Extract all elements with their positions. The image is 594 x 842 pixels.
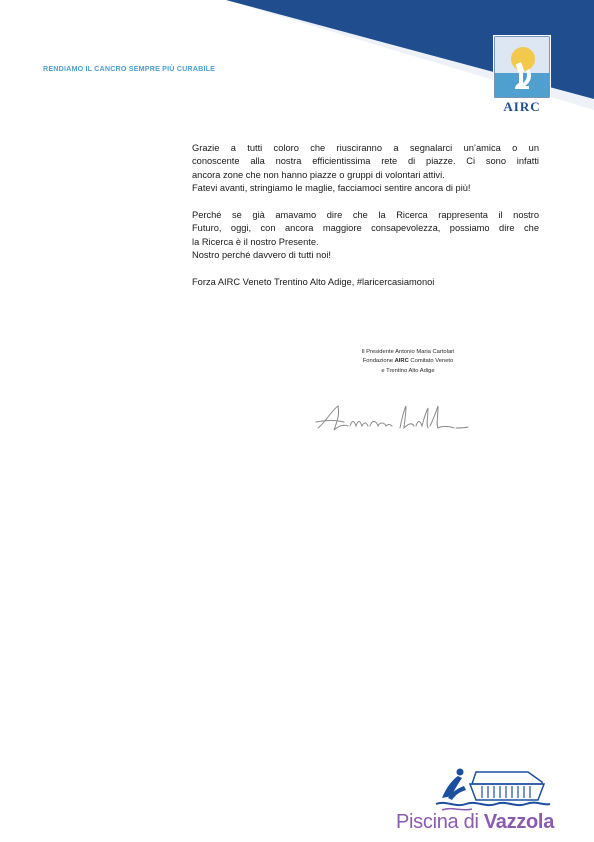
signer-org-airc: AIRC xyxy=(394,358,409,365)
paragraph-1 xyxy=(192,142,539,196)
paragraph-2-line-2: Futuro, oggi, con ancora maggiore consapevolezza, possiamo dire che xyxy=(192,223,539,234)
paragraph-1-line-1: Grazie a tutti coloro che riusciranno a segnalarci un’amica o un xyxy=(192,143,539,153)
swimmer-boat-icon xyxy=(392,766,587,816)
signer-organization xyxy=(318,357,498,366)
paragraph-1-line-3: ancora zone che non hanno piazze o gruppi di volontari attivi. xyxy=(192,169,445,180)
paragraph-2 xyxy=(192,209,539,263)
pool-name-part2: Vazzola xyxy=(483,811,555,833)
paragraph-1-line-4: Fatevi avanti, stringiamo le maglie, facciamoci sentire ancora di più! xyxy=(192,183,471,194)
letter-body xyxy=(192,142,539,289)
paragraph-2-line-1: Perché se già amavamo dire che la Ricerca rappresenta il nostro xyxy=(192,210,539,221)
paragraph-3 xyxy=(192,276,539,289)
signer-org-suffix: Comitato Veneto xyxy=(408,358,454,365)
paragraph-2-line-4: Nostro perché davvero di tutti noi! xyxy=(192,250,332,261)
piscina-vazzola-wordmark xyxy=(396,811,554,834)
paragraph-2-line-3: la Ricerca è il nostro Presente. xyxy=(192,236,319,247)
handwritten-signature xyxy=(314,398,474,438)
airc-logo-text: AIRC xyxy=(503,99,541,114)
signer-region: e Trentino Alto Adige xyxy=(381,367,435,374)
paragraph-3-line-1: Forza AIRC Veneto Trentino Alto Adige, #laricercasiamonoi xyxy=(192,277,435,288)
signer-org-prefix: Fondazione xyxy=(362,358,395,365)
paragraph-1-line-2: conoscente alla nostra efficientissima rete di piazze. Ci sono infatti xyxy=(192,156,539,167)
pool-name-part1: Piscina di xyxy=(396,811,484,833)
airc-logo xyxy=(493,35,551,117)
tagline: RENDIAMO IL CANCRO SEMPRE PIÙ CURABILE xyxy=(43,64,216,73)
signature-caption xyxy=(318,348,498,376)
signer-title: Il Presidente Antonio Maria Cartolari xyxy=(361,349,455,355)
